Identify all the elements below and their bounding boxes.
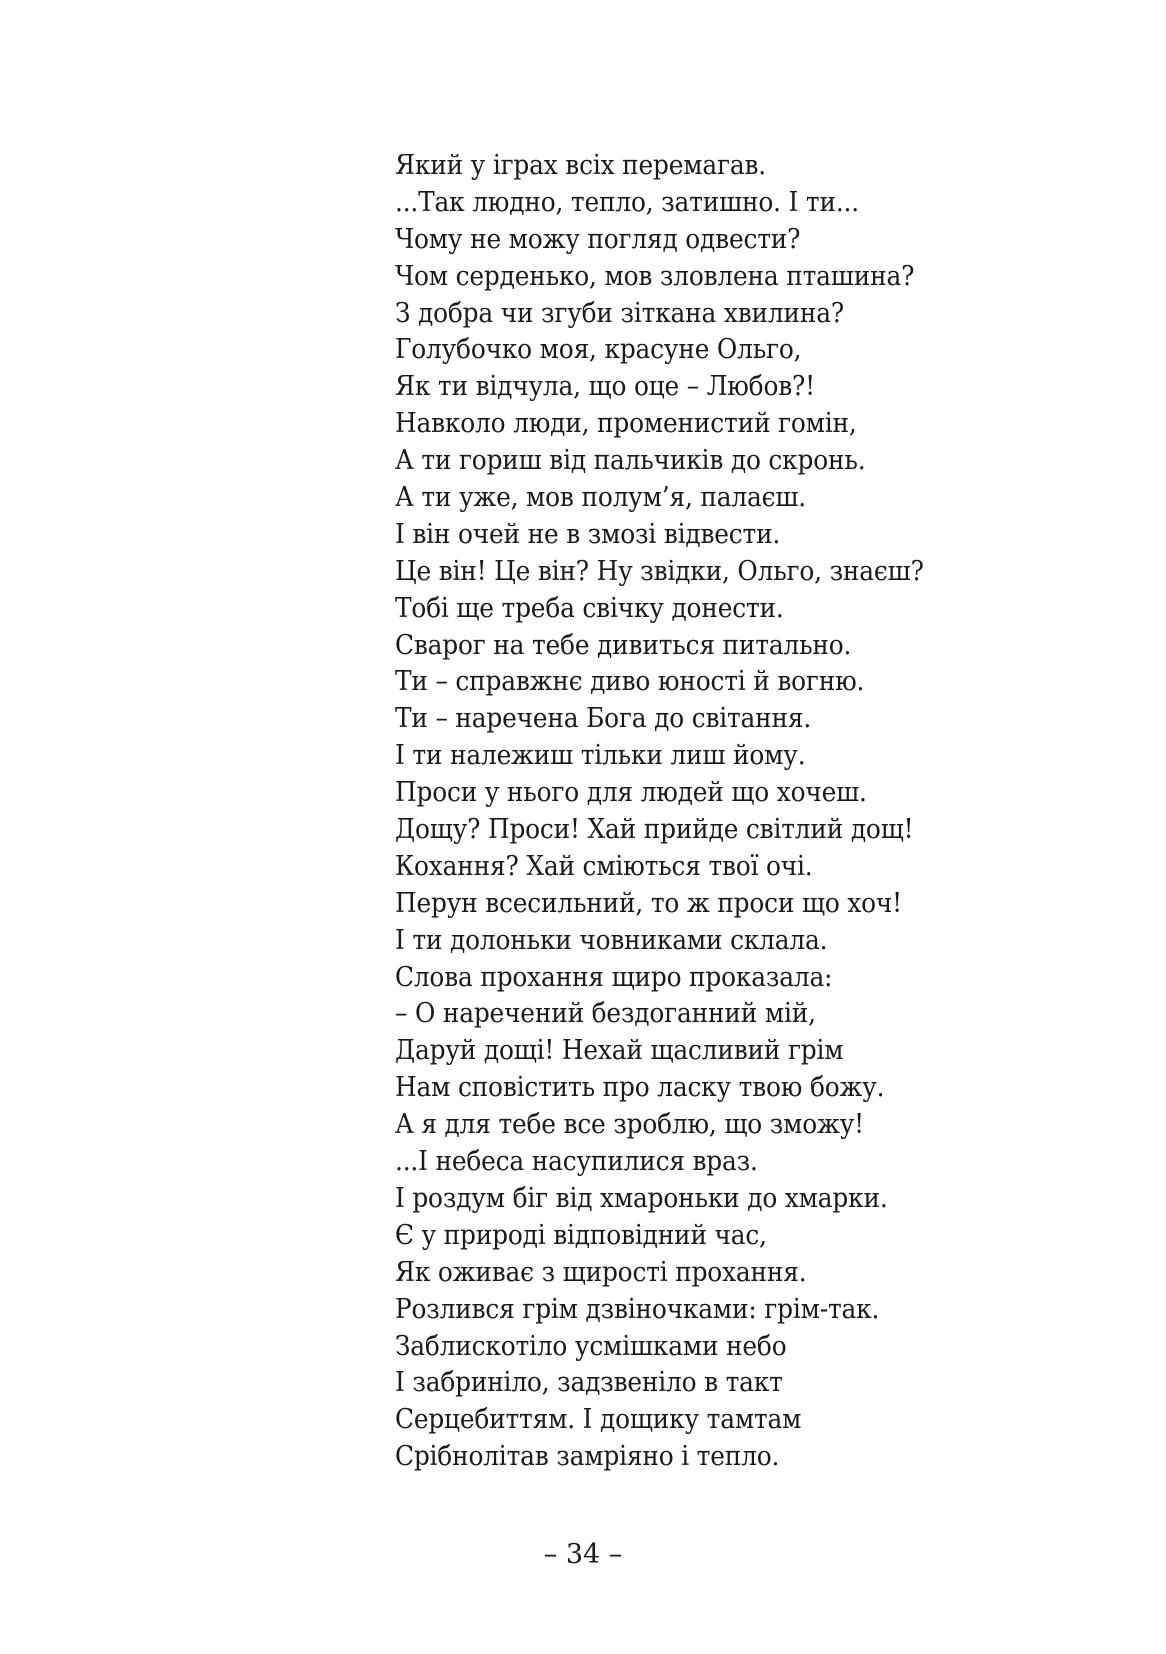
poem-line: Розлився грім дзвіночками: грім-так. [395,1293,880,1325]
poem-line: Чом серденько, мов зловлена пташина? [395,260,915,292]
poem-line: Як оживає з щирості прохання. [395,1256,807,1288]
poem-line: Слова прохання щиро проказала: [395,961,833,993]
poem-line: Нам сповістить про ласку твою божу. [395,1072,885,1104]
poem-line: Ти – наречена Бога до світання. [395,703,812,735]
poem-line: Навколо люди, променистий гомін, [395,408,857,440]
poem-line: А ти гориш від пальчиків до скронь. [395,445,866,477]
poem-line: Сварог на тебе дивиться питально. [395,629,852,661]
poem-line: Ти – справжнє диво юності й вогню. [395,666,865,698]
poem-line: І ти долоньки човниками склала. [395,924,828,956]
poem-line: Срібнолітав замріяно і тепло. [395,1441,780,1473]
poem-line: І забриніло, задзвеніло в такт [395,1367,783,1399]
poem-line: – О наречений бездоганний мій, [395,998,816,1030]
poem-line: Як ти відчула, що оце – Любов?! [395,371,815,403]
poem-line: Перун всесильний, то ж проси що хоч! [395,887,902,919]
poem-line: Заблискотіло усмішками небо [395,1330,787,1362]
poem-line: А ти уже, мов полум’я, палаєш. [395,482,806,514]
poem-line: Тобі ще треба свічку донести. [395,592,784,624]
poem-line: І роздум біг від хмароньки до хмарки. [395,1182,888,1214]
poem-line: А я для тебе все зроблю, що зможу! [395,1109,864,1141]
poem-line: І ти належиш тільки лиш йому. [395,740,806,772]
poem-line: Голубочко моя, красуне Ольго, [395,334,802,366]
poem-line: Який у іграх всіх перемагав. [395,150,766,181]
poem-line: ...Так людно, тепло, затишно. І ти... [395,186,859,218]
poem-line: ...І небеса насупилися враз. [395,1146,758,1178]
poem-line: Проси у нього для людей що хочеш. [395,777,867,809]
poem-line: Це він! Це він? Ну звідки, Ольго, знаєш? [395,555,924,587]
poem-line: Чому не можу погляд одвести? [395,223,801,255]
poem-line: З добра чи згуби зіткана хвилина? [395,297,844,329]
page-number: – 34 – [543,1539,623,1570]
poem-line: Є у природі відповідний час, [395,1219,767,1251]
poem-line: Даруй дощі! Нехай щасливий грім [395,1035,844,1067]
poem-line: Дощу? Проси! Хай прийде світлий дощ! [395,814,914,846]
poem-line: І він очей не в змозі відвести. [395,518,781,550]
poem-text [395,148,924,1476]
poem-line: Кохання? Хай сміються твої очі. [395,850,813,882]
poem-line: Серцебиттям. І дощику тамтам [395,1404,802,1436]
